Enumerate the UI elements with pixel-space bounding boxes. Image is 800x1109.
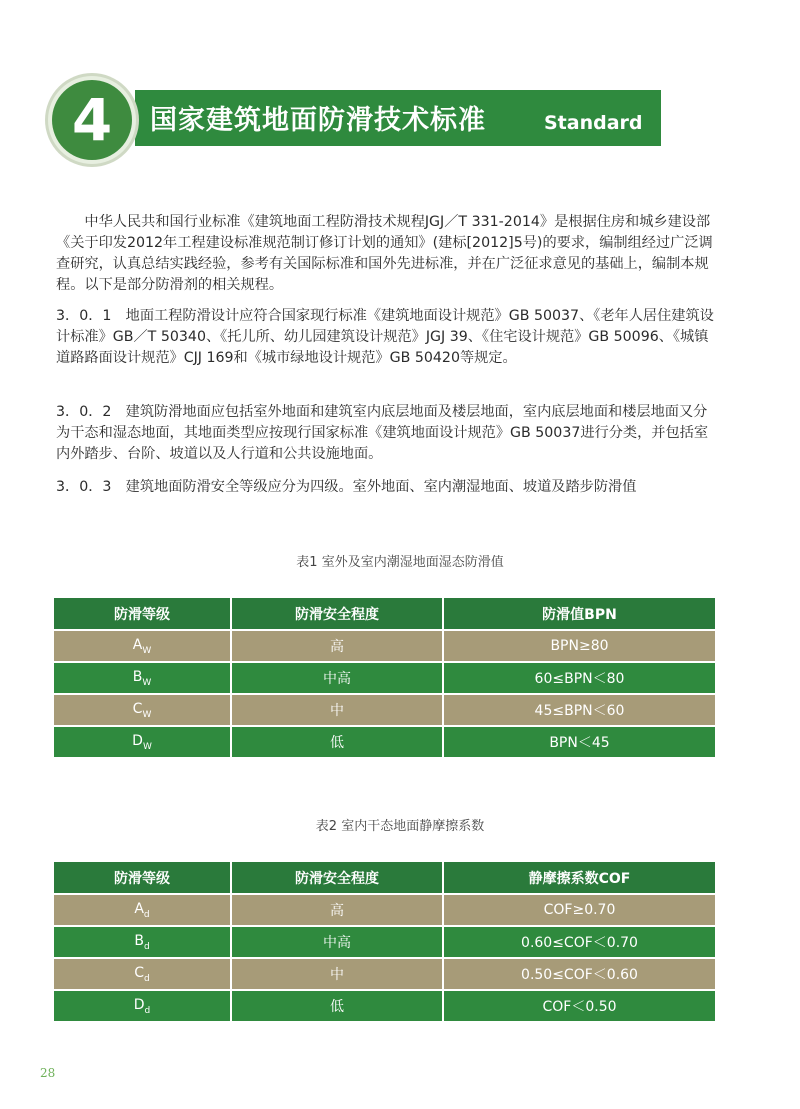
table-row (54, 662, 715, 694)
column-header: 防滑等级 (54, 598, 231, 630)
section-number-badge: 4 (52, 80, 132, 160)
section-title-en: Standard (544, 112, 643, 134)
table-row (54, 926, 715, 958)
clause-3-0-3: 3．0．3 建筑地面防滑安全等级应分为四级。室外地面、室内潮湿地面、坡道及踏步防滑值 (56, 479, 637, 495)
grade-cell: $C_W$ (54, 694, 231, 726)
column-header: 防滑安全程度 (231, 862, 443, 894)
section-title: 国家建筑地面防滑技术标准 (150, 105, 486, 136)
level-cell: 低 (231, 726, 443, 758)
value-cell: BPN≥80 (443, 630, 715, 662)
level-cell: 中 (231, 958, 443, 990)
table-row (54, 630, 715, 662)
table2-static-friction (54, 862, 715, 1023)
column-header: 防滑值BPN (443, 598, 715, 630)
clause-3-0-1: 3．0．1 地面工程防滑设计应符合国家现行标准《建筑地面设计规范》GB 50037、《老年人居住建筑设计标准》GB／T 50340、《托儿所、幼儿园建筑设计规范》JGJ 39、《住宅设计规范》GB 50096、《城镇道路路面设计规范》CJJ 169和《城市绿地设计规范》GB 50420等规定。 (56, 308, 714, 366)
clause-3-0-2: 3．0．2 建筑防滑地面应包括室外地面和建筑室内底层地面及楼层地面，室内底层地面和楼层地面又分为干态和湿态地面，其地面类型应按现行国家标准《建筑地面设计规范》GB 50037进行分类，并包括室内外踏步、台阶、坡道以及人行道和公共设施地面。 (56, 404, 709, 462)
value-cell: COF≥0.70 (443, 894, 715, 926)
table2-caption: 表2 室内干态地面静摩擦系数 (315, 819, 485, 834)
column-header: 静摩擦系数COF (443, 862, 715, 894)
grade-cell: $C_d$ (54, 958, 231, 990)
value-cell: COF＜0.50 (443, 990, 715, 1022)
table-row (54, 726, 715, 758)
table-row (54, 990, 715, 1022)
grade-cell: $A_W$ (54, 630, 231, 662)
grade-cell: $D_W$ (54, 726, 231, 758)
intro-paragraph: 中华人民共和国行业标准《建筑地面工程防滑技术规程JGJ／T 331-2014》是根据住房和城乡建设部《关于印发2012年工程建设标准规范制订修订计划的通知》(建标[2012]5号)的要求，编制组经过广泛调查研究，认真总结实践经验，参考有关国际标准和国外先进标准，并在广泛征求意见的基础上，编制本规程。以下是部分防滑剂的相关规程。 (56, 214, 713, 293)
level-cell: 中高 (231, 662, 443, 694)
level-cell: 中高 (231, 926, 443, 958)
table-row (54, 958, 715, 990)
section-header (50, 76, 665, 166)
level-cell: 高 (231, 894, 443, 926)
value-cell: BPN＜45 (443, 726, 715, 758)
level-cell: 高 (231, 630, 443, 662)
value-cell: 45≤BPN＜60 (443, 694, 715, 726)
value-cell: 0.60≤COF＜0.70 (443, 926, 715, 958)
page-number: 28 (40, 1066, 56, 1080)
column-header: 防滑安全程度 (231, 598, 443, 630)
table-row (54, 894, 715, 926)
grade-cell: $B_W$ (54, 662, 231, 694)
table-header-row (54, 862, 715, 894)
column-header: 防滑等级 (54, 862, 231, 894)
value-cell: 60≤BPN＜80 (443, 662, 715, 694)
table-row (54, 694, 715, 726)
level-cell: 中 (231, 694, 443, 726)
value-cell: 0.50≤COF＜0.60 (443, 958, 715, 990)
table-header-row (54, 598, 715, 630)
table1-slip-resistance (54, 598, 715, 759)
level-cell: 低 (231, 990, 443, 1022)
grade-cell: $D_d$ (54, 990, 231, 1022)
grade-cell: $A_d$ (54, 894, 231, 926)
grade-cell: $B_d$ (54, 926, 231, 958)
table1-caption: 表1 室外及室内潮湿地面湿态防滑值 (296, 555, 504, 570)
